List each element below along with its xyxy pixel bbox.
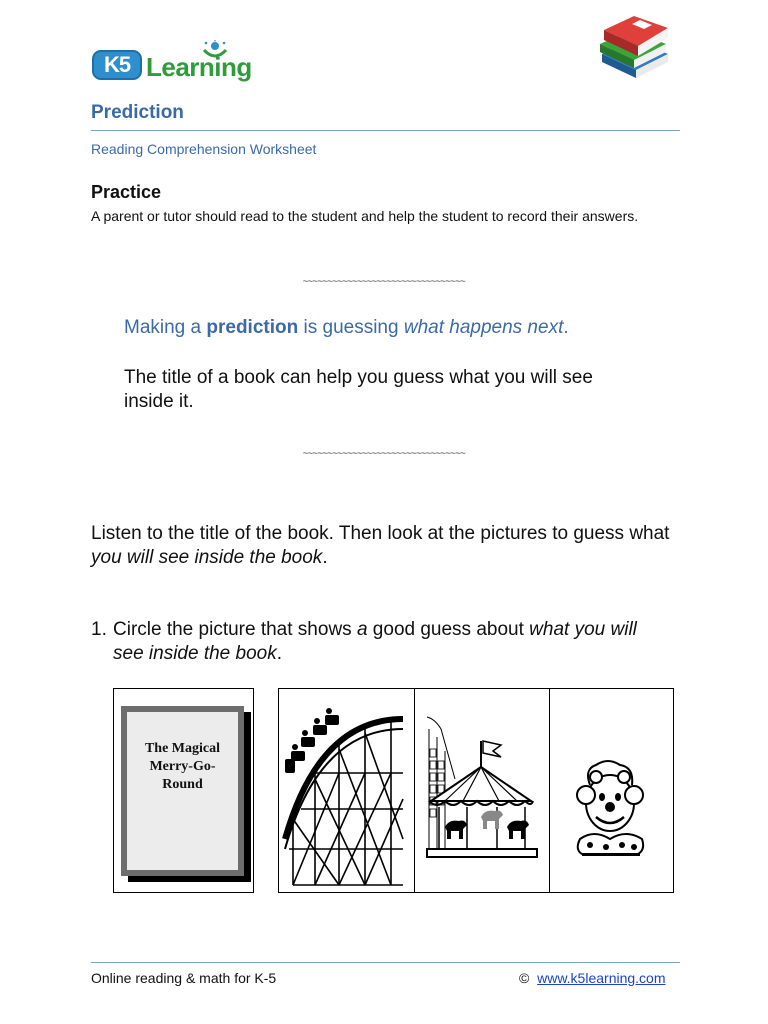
question-line2-end: . [276, 643, 283, 664]
book-title-line1: The Magical [144, 741, 221, 756]
book-cover-title [127, 712, 238, 870]
roller-coaster-icon [279, 689, 414, 892]
question-line2: see inside the book [113, 643, 277, 664]
definition-term: prediction [206, 317, 299, 338]
definition-part2: is guessing [298, 317, 404, 338]
copyright-symbol: © [519, 970, 530, 986]
question-1 [91, 618, 691, 666]
choice-roller-coaster[interactable] [279, 689, 415, 892]
clown-icon [550, 689, 674, 892]
question-number: 1. [91, 619, 107, 640]
choice-carousel[interactable] [415, 689, 550, 892]
question-emphasis1: a [356, 619, 368, 640]
listen-instruction [91, 522, 681, 570]
footer-divider [91, 962, 680, 963]
choice-clown[interactable] [550, 689, 674, 892]
k5-logo [92, 40, 262, 86]
page-title: Prediction [91, 102, 184, 123]
practice-heading: Practice [91, 182, 162, 202]
picture-choices [278, 688, 674, 893]
listen-part1: Listen to the title of the book. Then look at the pictures to guess what [91, 523, 670, 544]
question-part2: good guess about [367, 619, 530, 640]
tilde-divider-top: ~~~~~~~~~~~~~~~~~~~~~~~~~~~~~~~~~ [302, 277, 466, 287]
title-hint-text: The title of a book can help you guess what you will see inside it. [124, 367, 593, 412]
question-part1: Circle the picture that shows [113, 619, 357, 640]
header-divider [91, 130, 680, 131]
logo-wordmark: Learning [146, 52, 252, 82]
website-link[interactable]: www.k5learning.com [537, 970, 666, 986]
book-cover [121, 706, 244, 876]
page-subtitle: Reading Comprehension Worksheet [91, 141, 317, 157]
definition-part1: Making a [124, 317, 207, 338]
question-emphasis2: what you will [529, 619, 637, 640]
logo-badge-text: K5 [103, 52, 131, 77]
book-title-line2: Merry-Go- [149, 759, 216, 774]
footer-link-area [519, 970, 666, 986]
footer-tagline: Online reading & math for K-5 [91, 970, 277, 986]
book-title-line3: Round [162, 777, 203, 792]
definition-part3: . [563, 317, 569, 338]
books-icon [596, 14, 672, 86]
listen-emphasis: you will see inside the book [91, 547, 323, 568]
instructions-text: A parent or tutor should read to the student and help the student to record their answers. [91, 208, 639, 224]
carousel-icon [415, 689, 549, 892]
listen-part2: . [322, 547, 328, 568]
tilde-divider-bottom: ~~~~~~~~~~~~~~~~~~~~~~~~~~~~~~~~~ [302, 449, 466, 459]
logo-figure-icon [200, 40, 230, 66]
definition-emphasis: what happens next [403, 317, 564, 338]
prediction-definition [124, 317, 569, 339]
